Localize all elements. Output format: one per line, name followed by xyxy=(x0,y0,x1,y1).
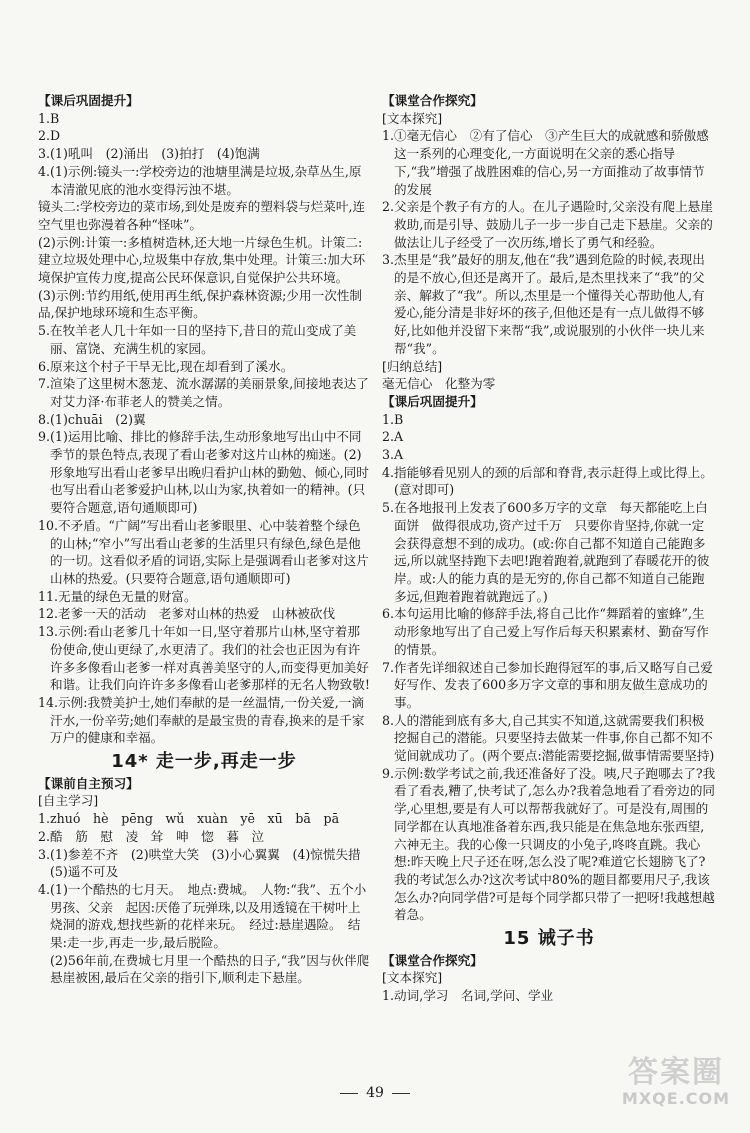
answer-item: 6.本句运用比喻的修辞手法,将自己比作“舞蹈着的蜜蜂”,生动形象地写出了自己爱上写作后每天积累素材、勤奋写作的情景。 xyxy=(382,606,709,657)
answer-item: 3.A xyxy=(382,447,404,463)
answer-item: 3.杰里是“我”最好的朋友,他在“我”遇到危险的时候,表现出的是不放心,但还是离开了。最后,是杰里找来了“我”的父亲、解救了“我”。所以,杰里是一个懂得关心帮助他人,有爱心,能分清是非好坏的孩子,但他还是有一点儿做得不够好,比如他并没留下来帮“我”,或说服别的小伙伴一块儿来帮“我”。 xyxy=(382,252,705,356)
section-header: 【 课前自主预习 】 xyxy=(38,775,370,793)
answer-item: 1.动词,学习 名词,学问、学业 xyxy=(382,988,554,1004)
answer-item: 9.(1)运用比喻、排比的修辞手法,生动形象地写出山中不同季节的景色特点,表现了看山老爹对这片山林的痴迷。(2)形象地写出看山老爹早出晚归看护山林的勤勉、倾心,同时也写出看山老爹爱护山林,以山为家,执着如一的精神。(只要符合题意,语句通顺即可) xyxy=(38,429,369,516)
answer-text: (2)56年前,在费城七月里一个酷热的日子,“我”因与伙伴爬悬崖被困,最后在父亲的指引下,顺利走下悬崖。 xyxy=(50,952,370,986)
lesson-title: 14* 走一步,再走一步 xyxy=(111,751,297,773)
answer-item: 1.zhuó hè pēng wǔ xuàn yē xū bā pā xyxy=(38,811,340,827)
left-column xyxy=(38,92,374,987)
answer-item: 2.A xyxy=(382,429,404,445)
answer-item: 5.在各地报刊上发表了600多万字的文章 每天都能吃上白面饼 做得很成功,资产过千万 只要你肯坚持,你就一定会获得意想不到的成功。(或:你自己都不知道自己能跑多远,所以就坚持跑下去吧!跑着跑着,就跑到了春暖花开的彼岸。或:人的能力真的是无穷的,你自己都不知道自己能跑多远,但跑着跑着就跑远了。) xyxy=(382,500,710,604)
footer-dash xyxy=(392,1093,410,1094)
section-header: 【 课后巩固提升 】 xyxy=(382,393,716,411)
footer-dash xyxy=(340,1093,358,1094)
watermark-text: 答案圈 xyxy=(628,1055,724,1090)
answer-item: 2.D xyxy=(38,128,61,144)
answer-item: 3.(1)吼叫 (2)涌出 (3)拍打 (4)饱满 xyxy=(38,146,260,162)
section-header: 【 课堂合作探究 】 xyxy=(382,92,716,110)
answer-item: 3.(1)参差不齐 (2)哄堂大笑 (3)小心翼翼 (4)惊慌失措 (5)遥不可及 xyxy=(38,846,374,880)
answer-item: 12.老爹一天的活动 老爹对山林的热爱 山林被砍伐 xyxy=(38,606,336,622)
subsection-header: [ 归纳总结 ] xyxy=(382,358,716,376)
answer-item: 2.酷 筋 慰 凌 耸 呻 惚 暮 泣 xyxy=(38,828,265,844)
answer-item: 4.(1)一个酷热的七月天。 地点:费城。 人物:“我”、五个小男孩、父亲 起因:厌倦了玩弹珠,以及用透镜在干树叶上烧洞的游戏,想找些新的花样来玩。 经过:悬崖遇险。 结果:走一步,再走一步,最后脱险。 xyxy=(38,881,367,951)
answer-item: 14.示例:我赞美护士,她们奉献的是一丝温情,一份关爱,一滴汗水,一份辛劳;她们奉献的是最宝贵的青春,换来的是千家万户的健康和幸福。 xyxy=(38,694,365,746)
section-header: 【 课堂合作探究 】 xyxy=(382,952,716,970)
answer-item: 1.B xyxy=(38,110,60,126)
answer-item: 9.示例:数学考试之前,我还准备好了没。咦,尺子跑哪去了?我看了看表,糟了,快考试了,怎么办?我着急地看了看旁边的同学,心里想,要是有人可以帮帮我就好了。可是没有,周围的同学都在认真地准备着东西,我只能是在焦急地东张西望,六神无主。我的心像一只调皮的小兔子,咚咚直跳。我心想:昨天晚上尺子还在呀,怎么没了呢?难道它长翅膀飞了?我的考试怎么办?这次考试中80%的题目都要用尺子,我该怎么办?向同学借?可是每个同学都只带了一把呀!我越想越着急。 xyxy=(382,765,716,923)
watermark-logo xyxy=(620,1055,732,1119)
answer-item: 13.示例:看山老爹几十年如一日,坚守着那片山林,坚守着那份使命,使山更绿了,水更清了。我们的社会也正因为有许许多多像看山老爹一样对真善美坚守的人,而变得更加美好和谐。让我们向许许多多像看山老爹那样的无名人物致敬! xyxy=(38,624,370,693)
answer-item: 1.①毫无信心 ②有了信心 ③产生巨大的成就感和骄傲感 这一系列的心理变化,一方面说明在父亲的悉心指导下,“我”增强了战胜困难的信心,另一方面推动了故事情节的发展 xyxy=(382,128,722,197)
answer-item: 5.在牧羊老人几十年如一日的坚持下,昔日的荒山变成了美丽、富饶、充满生机的家园。 xyxy=(38,323,357,356)
answer-item: 7.渲染了这里树木葱茏、流水潺潺的美丽景象,间接地表达了对艾力泽·布菲老人的赞美之情。 xyxy=(38,376,369,409)
answer-item: 11.无量的绿色无量的财富。 xyxy=(38,588,197,604)
summary-text: 毫无信心 化整为零 xyxy=(382,376,496,392)
lesson-title: 15 诫子书 xyxy=(503,928,595,950)
answer-item: 7.作者先详细叙述自己参加长跑得冠军的事,后又略写自己爱好写作、发表了600多万字文章的事和朋友做生意成功的事。 xyxy=(382,659,713,710)
answer-item: 8.(1)chuāi (2)翼 xyxy=(38,411,146,427)
answer-text: (2)示例:计策一:多植树造林,还大地一片绿色生机。计策二:建立垃圾处理中心,垃圾集中存放,集中处理。计策三:加大环境保护宣传力度,提高公民环保意识,自觉保护公共环境。 xyxy=(38,234,366,286)
answer-item: 10.不矛盾。“广阔”写出看山老爹眼里、心中装着整个绿色的山林;“窄小”写出看山老爹的生活里只有绿色,绿色是他的一切。这看似矛盾的词语,实际上是强调看山老爹对这片山林的热爱。(只要符合题意,语句通顺即可) xyxy=(38,517,369,586)
watermark-url: MXQE.COM xyxy=(621,1089,731,1108)
subsection-header: [ 文本探究 ] xyxy=(382,969,716,987)
answer-item: 4.指能够看见别人的颈的后部和脊背,表示赶得上或比得上。(意对即可) xyxy=(382,464,713,498)
answer-text: (3)示例:节约用纸,使用再生纸,保护森林资源;少用一次性制品,保护地球环境和生态平衡。 xyxy=(38,287,362,321)
answer-item: 8.人的潜能到底有多大,自己其实不知道,这就需要我们积极挖掘自己的潜能。只要坚持去做某一件事,你自己都不知不觉间就成功了。(两个要点:潜能需要挖掘,做事情需要坚持) xyxy=(382,712,715,764)
answer-item: 2.父亲是个教子有方的人。在儿子遇险时,父亲没有爬上悬崖救助,而是引导、鼓励儿子一步一步自己走下悬崖。父亲的做法让儿子经受了一次历练,增长了勇气和经验。 xyxy=(382,199,713,250)
subsection-header: [ 文本探究 ] xyxy=(382,110,716,128)
section-header: 【 课后巩固提升 】 xyxy=(38,92,370,110)
answer-item: 6.原来这个村子干旱无比,现在却看到了溪水。 xyxy=(38,358,294,374)
page-number: 49 xyxy=(366,1085,384,1101)
answer-item: 1.B xyxy=(382,411,404,427)
answer-text: 镜头二:学校旁边的菜市场,到处是废弃的塑料袋与烂菜叶,连空气里也弥漫着各种“怪味”。 xyxy=(38,199,366,232)
subsection-header: [ 自主学习 ] xyxy=(38,792,370,810)
right-column xyxy=(382,92,722,1005)
answer-item: 4.(1)示例:镜头一:学校旁边的池塘里满是垃圾,杂草丛生,原本清澈见底的池水变得污浊不堪。 xyxy=(38,163,362,197)
